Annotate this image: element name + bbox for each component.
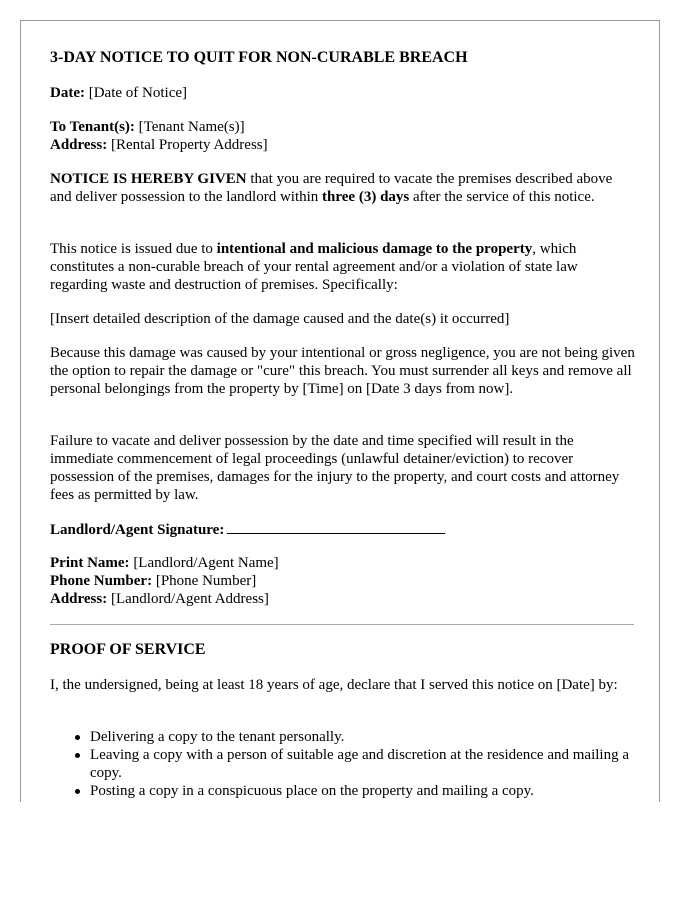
phone-line bbox=[50, 572, 635, 590]
address-line bbox=[50, 136, 635, 154]
print-name-label: Print Name: bbox=[50, 555, 130, 571]
bullet-icon bbox=[75, 753, 80, 758]
consequences-paragraph: Failure to vacate and deliver possession by the date and time specified will result in the immediate commencement of legal proceedings (unlawful detainer/eviction) to recover possession of the premises, damages for the injury to the property, and court costs and attorney fees as permitted by law. bbox=[50, 433, 620, 503]
notice-paragraph bbox=[50, 170, 635, 206]
list-item bbox=[50, 746, 635, 782]
reason-paragraph bbox=[50, 240, 635, 294]
date-label: Date: bbox=[50, 85, 85, 101]
bullet-icon bbox=[75, 789, 80, 794]
reason-bold: intentional and malicious damage to the property bbox=[216, 241, 533, 257]
document-title: 3-DAY NOTICE TO QUIT FOR NON-CURABLE BREACH bbox=[50, 49, 468, 66]
signature-line bbox=[50, 520, 635, 539]
print-name-line bbox=[50, 554, 635, 572]
agent-address-label: Address: bbox=[50, 591, 108, 607]
notice-text-1: that you are required to vacate the premises described above and deliver possession to the landlord within bbox=[50, 171, 613, 205]
no-cure-paragraph: Because this damage was caused by your intentional or gross negligence, you are not being given the option to repair the damage or "cure" this breach. You must surrender all keys and remove all personal belongings from the property by [Time] on [Date 3 days from now]. bbox=[50, 345, 635, 397]
signature-field bbox=[227, 520, 445, 534]
phone-label: Phone Number: bbox=[50, 573, 153, 589]
list-item-text: Delivering a copy to the tenant personally. bbox=[90, 729, 345, 745]
list-item bbox=[50, 728, 635, 746]
date-line bbox=[50, 84, 635, 102]
proof-intro: I, the undersigned, being at least 18 years of age, declare that I served this notice on [Date] by: bbox=[50, 677, 618, 693]
notice-text-2: after the service of this notice. bbox=[409, 189, 595, 205]
damage-description-placeholder: [Insert detailed description of the damage caused and the date(s) it occurred] bbox=[50, 311, 510, 327]
date-value: [Date of Notice] bbox=[88, 85, 188, 101]
address-value: [Rental Property Address] bbox=[110, 137, 268, 153]
bullet-icon bbox=[75, 735, 80, 740]
notice-document bbox=[20, 20, 660, 802]
notice-lead: NOTICE IS HEREBY GIVEN bbox=[50, 171, 247, 187]
agent-address-value: [Landlord/Agent Address] bbox=[110, 591, 269, 607]
notice-days: three (3) days bbox=[322, 189, 410, 205]
tenant-label: To Tenant(s): bbox=[50, 119, 135, 135]
phone-value: [Phone Number] bbox=[155, 573, 257, 589]
proof-of-service-title: PROOF OF SERVICE bbox=[50, 641, 206, 658]
tenant-value: [Tenant Name(s)] bbox=[138, 119, 245, 135]
list-item-text: Posting a copy in a conspicuous place on the property and mailing a copy. bbox=[90, 783, 534, 799]
list-item bbox=[50, 782, 635, 800]
address-label: Address: bbox=[50, 137, 108, 153]
section-divider bbox=[50, 624, 634, 625]
signature-label: Landlord/Agent Signature: bbox=[50, 522, 225, 538]
print-name-value: [Landlord/Agent Name] bbox=[133, 555, 279, 571]
reason-text-1: This notice is issued due to bbox=[50, 241, 217, 257]
tenant-line bbox=[50, 118, 635, 136]
reason-text-2: , which constitutes a non-curable breach of your rental agreement and/or a violation of state law regarding waste and destruction of premises. Specifically: bbox=[50, 241, 578, 293]
service-methods-list bbox=[50, 728, 635, 800]
agent-address-line bbox=[50, 590, 635, 608]
list-item-text: Leaving a copy with a person of suitable age and discretion at the residence and mailing a copy. bbox=[90, 747, 629, 781]
